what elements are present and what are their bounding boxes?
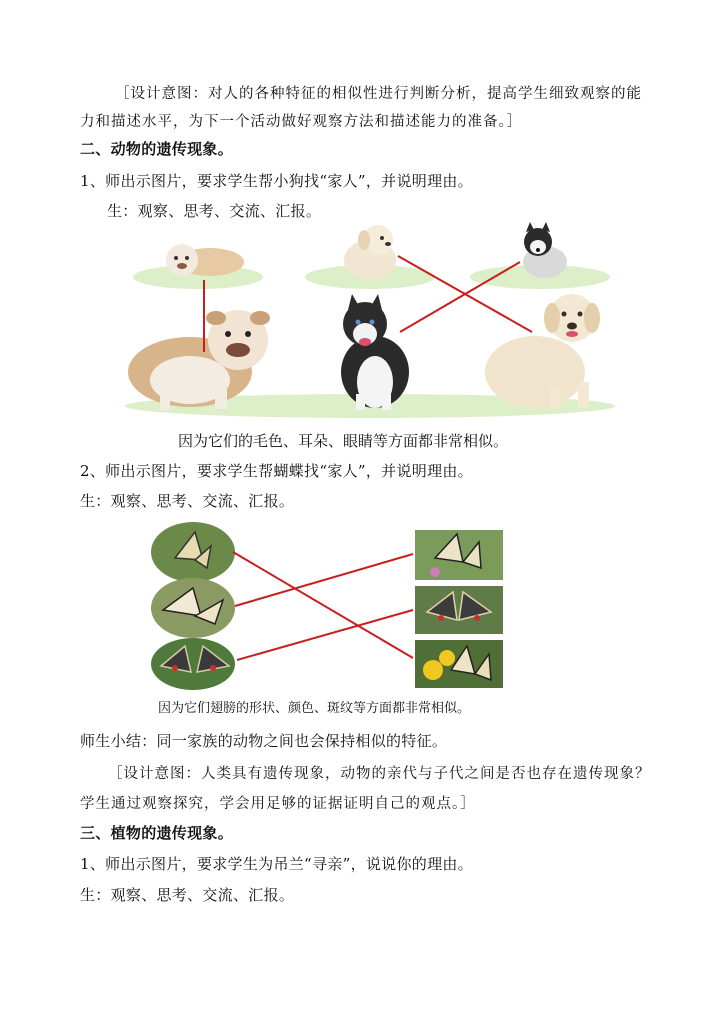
butterfly-link-line xyxy=(233,552,413,658)
animal-summary: 师生小结：同一家族的动物之间也会保持相似的特征。 xyxy=(80,732,448,750)
butterfly-link-line xyxy=(235,554,413,606)
intent-2-line-1: ［设计意图：人类具有遗传现象，动物的亲代与子代之间是否也存在遗传现象？ xyxy=(108,766,651,782)
intent-1-line-1: ［设计意图：对人的各种特征的相似性进行判断分析，提高学生细致观察的能 xyxy=(115,86,642,102)
butterfly-oval-image-2 xyxy=(151,578,235,638)
section-3-heading: 三、植物的遗传现象。 xyxy=(80,824,234,842)
intent-1-line-2: 力和描述水平，为下一个活动做好观察方法和描述能力的准备。］ xyxy=(80,114,523,130)
husky-adult-image xyxy=(341,294,409,410)
dog-caption: 因为它们的毛色、耳朵、眼睛等方面都非常相似。 xyxy=(178,432,509,450)
bulldog-adult-image xyxy=(128,310,270,410)
plant-task-student: 生：观察、思考、交流、汇报。 xyxy=(80,886,295,904)
plant-task: 1、师出示图片，要求学生为吊兰“寻亲”，说说你的理由。 xyxy=(80,855,473,873)
dog-task-student: 生：观察、思考、交流、汇报。 xyxy=(107,202,322,220)
section-2-heading: 二、动物的遗传现象。 xyxy=(80,140,234,158)
butterfly-matching-figure xyxy=(145,520,510,692)
butterfly-caption: 因为它们翅膀的形状、颜色、斑纹等方面都非常相似。 xyxy=(158,701,471,716)
butterfly-oval-image-1 xyxy=(151,522,235,582)
butterfly-photo-1 xyxy=(415,530,503,580)
butterfly-task-student: 生：观察、思考、交流、汇报。 xyxy=(80,492,295,510)
dog-matching-figure xyxy=(120,222,620,418)
butterfly-link-line xyxy=(237,610,413,660)
labrador-adult-image xyxy=(485,294,600,409)
labrador-puppy-image xyxy=(344,225,396,280)
bulldog-puppy-image xyxy=(166,244,244,276)
butterfly-oval-image-3 xyxy=(151,638,235,690)
husky-puppy-image xyxy=(523,222,567,278)
butterfly-photo-3 xyxy=(415,640,503,688)
butterfly-task: 2、师出示图片，要求学生帮蝴蝶找“家人”，并说明理由。 xyxy=(80,462,473,480)
butterfly-photo-2 xyxy=(415,586,503,634)
intent-2-line-2: 学生通过观察探究，学会用足够的证据证明自己的观点。］ xyxy=(80,796,476,812)
dog-task: 1、师出示图片，要求学生帮小狗找“家人”，并说明理由。 xyxy=(80,172,473,190)
